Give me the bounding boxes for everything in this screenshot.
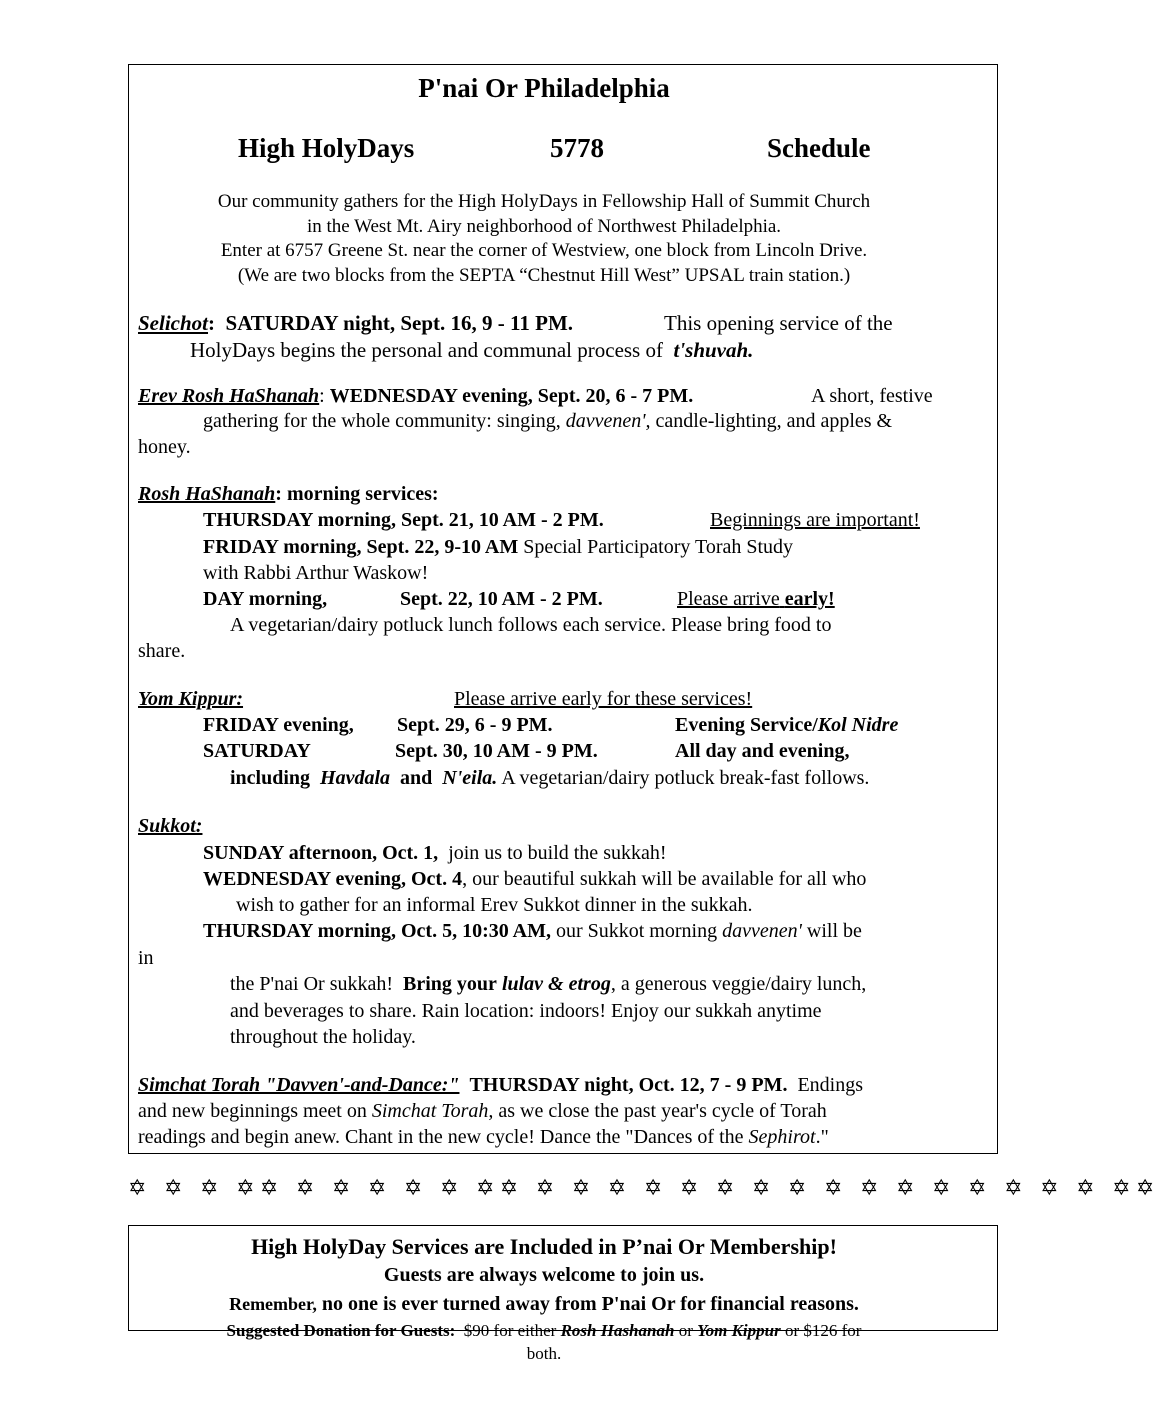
yom-saturday-time: Sept. 30, 10 AM - 9 PM. xyxy=(395,740,598,762)
page-title: P'nai Or Philadelphia xyxy=(418,73,670,103)
yom-friday-time: Sept. 29, 6 - 9 PM. xyxy=(397,714,553,736)
erev-line-2: gathering for the whole community: singing, davvenen', candle-lighting, and apples & xyxy=(203,410,893,432)
rosh-lunch-line-2: share. xyxy=(138,640,186,662)
membership-line-1: High HolyDay Services are Included in P’nai Or Membership! xyxy=(251,1234,837,1259)
yom-kippur-name: Yom Kippur: xyxy=(138,688,244,710)
rosh-lunch-line: A vegetarian/dairy potluck lunch follows each service. Please bring food to xyxy=(230,614,832,636)
rosh-thursday-time: THURSDAY morning, Sept. 21, 10 AM - 2 PM. xyxy=(203,509,604,531)
intro-line-2: in the West Mt. Airy neighborhood of Northwest Philadelphia. xyxy=(306,216,782,237)
intro-line-3: Enter at 6757 Greene St. near the corner of Westview, one block from Lincoln Drive. xyxy=(220,240,868,261)
rosh-friday-line: FRIDAY morning, Sept. 22, 9-10 AM Special Participatory Torah Study xyxy=(203,536,794,558)
rosh-day-note: Please arrive early! xyxy=(677,588,835,610)
yom-friday-label: FRIDAY evening, xyxy=(203,714,354,736)
erev-name: Erev Rosh HaShanah xyxy=(138,385,320,407)
yom-kippur-note: Please arrive early for these services! xyxy=(454,688,753,710)
rosh-friday-time: FRIDAY morning, Sept. 22, 9-10 AM xyxy=(203,536,519,558)
sukkot-sukkah-line-2: and beverages to share. Rain location: indoors! Enjoy our sukkah anytime xyxy=(230,1000,822,1022)
selichot-name: Selichot xyxy=(138,311,209,335)
rosh-friday-line-2: with Rabbi Arthur Waskow! xyxy=(203,562,429,584)
sukkot-sukkah-line-3: throughout the holiday. xyxy=(230,1026,416,1048)
sukkot-wednesday-line-2: wish to gather for an informal Erev Sukkot dinner in the sukkah. xyxy=(236,894,753,916)
simchat-name: Simchat Torah "Davven'-and-Dance:" xyxy=(138,1074,460,1096)
selichot-line-1: Selichot: SATURDAY night, Sept. 16, 9 - 11 PM. xyxy=(138,311,574,335)
selichot-desc: This opening service of the xyxy=(664,311,893,335)
rosh-day-time: Sept. 22, 10 AM - 2 PM. xyxy=(400,588,603,610)
subtitle-schedule: Schedule xyxy=(767,133,871,163)
rosh-name: Rosh HaShanah xyxy=(138,483,276,505)
erev-time: WEDNESDAY evening, Sept. 20, 6 - 7 PM. xyxy=(329,385,694,407)
simchat-line-2: and new beginnings meet on Simchat Torah, as we close the past year's cycle of Torah xyxy=(138,1100,827,1122)
sukkot-thursday-in: in xyxy=(138,947,154,969)
yom-including-line: including Havdala and N'eila. A vegetarian/dairy potluck break-fast follows. xyxy=(230,767,870,789)
simchat-line-1: Simchat Torah "Davven'-and-Dance:" THURSDAY night, Oct. 12, 7 - 9 PM. Endings xyxy=(138,1074,863,1096)
erev-line-1: Erev Rosh HaShanah: WEDNESDAY evening, Sept. 20, 6 - 7 PM. xyxy=(138,385,694,407)
selichot-line-2: HolyDays begins the personal and communal process of t'shuvah. xyxy=(190,338,754,362)
membership-line-5: both. xyxy=(526,1344,562,1363)
sukkot-wednesday-line: WEDNESDAY evening, Oct. 4, our beautiful sukkah will be available for all who xyxy=(203,868,867,890)
simchat-line-3: readings and begin anew. Chant in the new cycle! Dance the "Dances of the Sephirot." xyxy=(138,1126,829,1148)
membership-line-3: Remember, no one is ever turned away from P'nai Or for financial reasons. xyxy=(229,1293,859,1315)
rosh-thursday-note: Beginnings are important! xyxy=(710,509,920,531)
rosh-heading: Rosh HaShanah: morning services: xyxy=(138,483,439,505)
membership-line-2: Guests are always welcome to join us. xyxy=(383,1264,705,1286)
erev-line-3: honey. xyxy=(138,436,191,458)
sukkot-thursday-line: THURSDAY morning, Oct. 5, 10:30 AM, our Sukkot morning davvenen' will be xyxy=(203,920,862,942)
term-tshuvah: t'shuvah. xyxy=(673,338,754,362)
sukkot-name: Sukkot: xyxy=(138,815,203,837)
rosh-day-label: DAY morning, xyxy=(203,588,328,610)
membership-line-4: Suggested Donation for Guests: $90 for either Rosh Hashanah or Yom Kippur or $126 for xyxy=(226,1321,862,1340)
simchat-time: THURSDAY night, Oct. 12, 7 - 9 PM. xyxy=(469,1074,788,1096)
intro-line-1: Our community gathers for the High HolyDays in Fellowship Hall of Summit Church xyxy=(217,191,871,212)
sukkot-sukkah-line-1: the P'nai Or sukkah! Bring your lulav & etrog, a generous veggie/dairy lunch, xyxy=(230,973,867,995)
selichot-time: SATURDAY night, Sept. 16, 9 - 11 PM. xyxy=(225,311,574,335)
yom-saturday-label: SATURDAY xyxy=(203,740,311,762)
subtitle-high-holydays: High HolyDays xyxy=(238,133,415,163)
intro-line-4: (We are two blocks from the SEPTA “Chestnut Hill West” UPSAL train station.) xyxy=(237,265,851,286)
yom-friday-service: Evening Service/Kol Nidre xyxy=(675,714,899,736)
erev-desc: A short, festive xyxy=(811,385,933,407)
star-of-david-icon: ✡ ✡ ✡ ✡✡ ✡ ✡ ✡ ✡ ✡ ✡✡ ✡ ✡ ✡ ✡ ✡ ✡ ✡ ✡ ✡ ✡ ✡ ✡ ✡ ✡ ✡ ✡ ✡✡ xyxy=(128,1176,1160,1201)
yom-saturday-service: All day and evening, xyxy=(675,740,850,762)
subtitle-year: 5778 xyxy=(550,133,604,163)
sukkot-sunday-line: SUNDAY afternoon, Oct. 1, join us to build the sukkah! xyxy=(203,842,667,864)
